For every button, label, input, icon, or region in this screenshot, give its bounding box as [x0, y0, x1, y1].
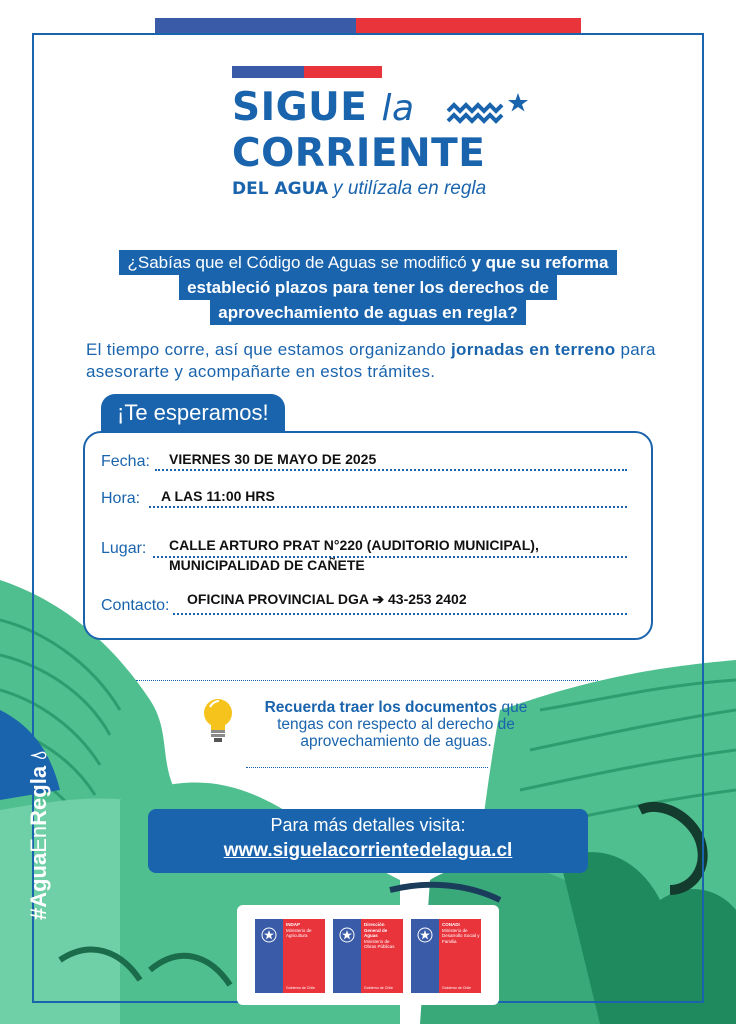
dga-name: Dirección General de Aguas — [364, 922, 388, 938]
conadi-name: CONADI — [442, 922, 460, 927]
institution-logos — [237, 905, 499, 1005]
logo-conadi — [411, 919, 481, 993]
fecha-label: Fecha: — [101, 453, 150, 470]
details-box — [148, 809, 588, 873]
contacto-label: Contacto: — [101, 597, 170, 614]
contacto-value: OFICINA PROVINCIAL DGA ➔ 43-253 2402 — [187, 591, 467, 607]
lugar-value-1: CALLE ARTURO PRAT N°220 (AUDITORIO MUNICIPAL), — [169, 537, 539, 553]
indap-gob: Gobierno de Chile — [286, 986, 315, 990]
logo-del-agua: DEL AGUA — [232, 179, 329, 199]
indap-sub: Ministerio de Agricultura — [286, 927, 312, 938]
hora-label: Hora: — [101, 490, 141, 507]
paragraph-text-a: El tiempo corre, así que estamos organizando — [86, 340, 446, 359]
conadi-sub: Ministerio de Desarrollo Social y Familia — [442, 927, 480, 944]
intro-line-1 — [119, 250, 616, 275]
logo-tagline: y utilízala en regla — [333, 178, 487, 199]
water-drop-icon: 💧︎ — [26, 750, 51, 760]
indap-name: INDAP — [286, 922, 301, 927]
campaign-logo — [232, 66, 532, 206]
hashtag-regla: Regla — [26, 765, 51, 826]
logo-bar-blue — [232, 66, 304, 78]
logo-line-2: CORRIENTE — [232, 131, 486, 176]
reminder-text — [246, 699, 546, 750]
hora-value: A LAS 11:00 HRS — [161, 488, 275, 504]
logo-sigue: SIGUE — [232, 85, 368, 130]
logo-line-3 — [232, 178, 486, 200]
row-fecha — [101, 453, 627, 471]
hora-dots — [149, 506, 627, 508]
fecha-value: VIERNES 30 DE MAYO DE 2025 — [169, 451, 377, 467]
conadi-gob: Gobierno de Chile — [442, 986, 471, 990]
divider-dots-top — [136, 680, 598, 681]
logo-la: la — [381, 88, 415, 129]
reminder-rest: que tengas con respecto al derecho de aprovechamiento de aguas. — [277, 699, 528, 750]
chile-seal-icon — [417, 927, 433, 943]
intro-line-3-text: aprovechamiento de aguas en regla? — [218, 303, 518, 322]
logo-indap — [255, 919, 325, 993]
logo-line-1 — [232, 86, 415, 131]
intro-line-1-b: y que su reforma — [471, 253, 609, 272]
hashtag-agua: #Agua — [26, 852, 51, 920]
dga-sub: Ministerio de Obras Públicas — [364, 938, 395, 949]
divider-dots-bottom — [246, 767, 488, 768]
intro-paragraph — [86, 339, 686, 383]
lugar-value-2: MUNICIPALIDAD DE CAÑETE — [169, 557, 365, 573]
paragraph-text-c: para asesorarte y acompañarte en estos trámites. — [86, 340, 656, 381]
top-flag-bar-red — [356, 18, 581, 34]
hashtag-en: En — [26, 825, 51, 853]
intro-line-2 — [179, 275, 557, 300]
invite-box — [83, 431, 653, 640]
row-hora — [101, 490, 627, 508]
invite-tab: ¡Te esperamos! — [101, 394, 285, 432]
website-link[interactable]: www.siguelacorrientedelagua.cl — [223, 840, 513, 861]
dga-gob: Gobierno de Chile — [364, 986, 393, 990]
wave-star-icon — [446, 93, 528, 129]
intro-line-3 — [210, 300, 525, 325]
logo-bar-red — [304, 66, 382, 78]
contacto-dots — [173, 613, 627, 615]
row-contacto — [101, 591, 627, 615]
fecha-dots — [155, 469, 627, 471]
intro-question — [0, 250, 736, 325]
lugar-label: Lugar: — [101, 540, 147, 557]
hashtag-vertical — [26, 751, 52, 920]
details-line: Para más detalles visita: — [270, 815, 466, 835]
paragraph-highlight: jornadas en terreno — [451, 340, 616, 359]
lightbulb-icon — [198, 695, 238, 745]
top-flag-bar-blue — [155, 18, 356, 34]
intro-line-1-a: ¿Sabías que el Código de Aguas se modificó — [127, 253, 467, 272]
logo-dga — [333, 919, 403, 993]
reminder-bold: Recuerda traer los documentos — [264, 699, 498, 716]
row-lugar — [101, 537, 627, 573]
chile-seal-icon — [261, 927, 277, 943]
chile-seal-icon — [339, 927, 355, 943]
intro-line-2-text: estableció plazos para tener los derechos de — [187, 278, 549, 297]
